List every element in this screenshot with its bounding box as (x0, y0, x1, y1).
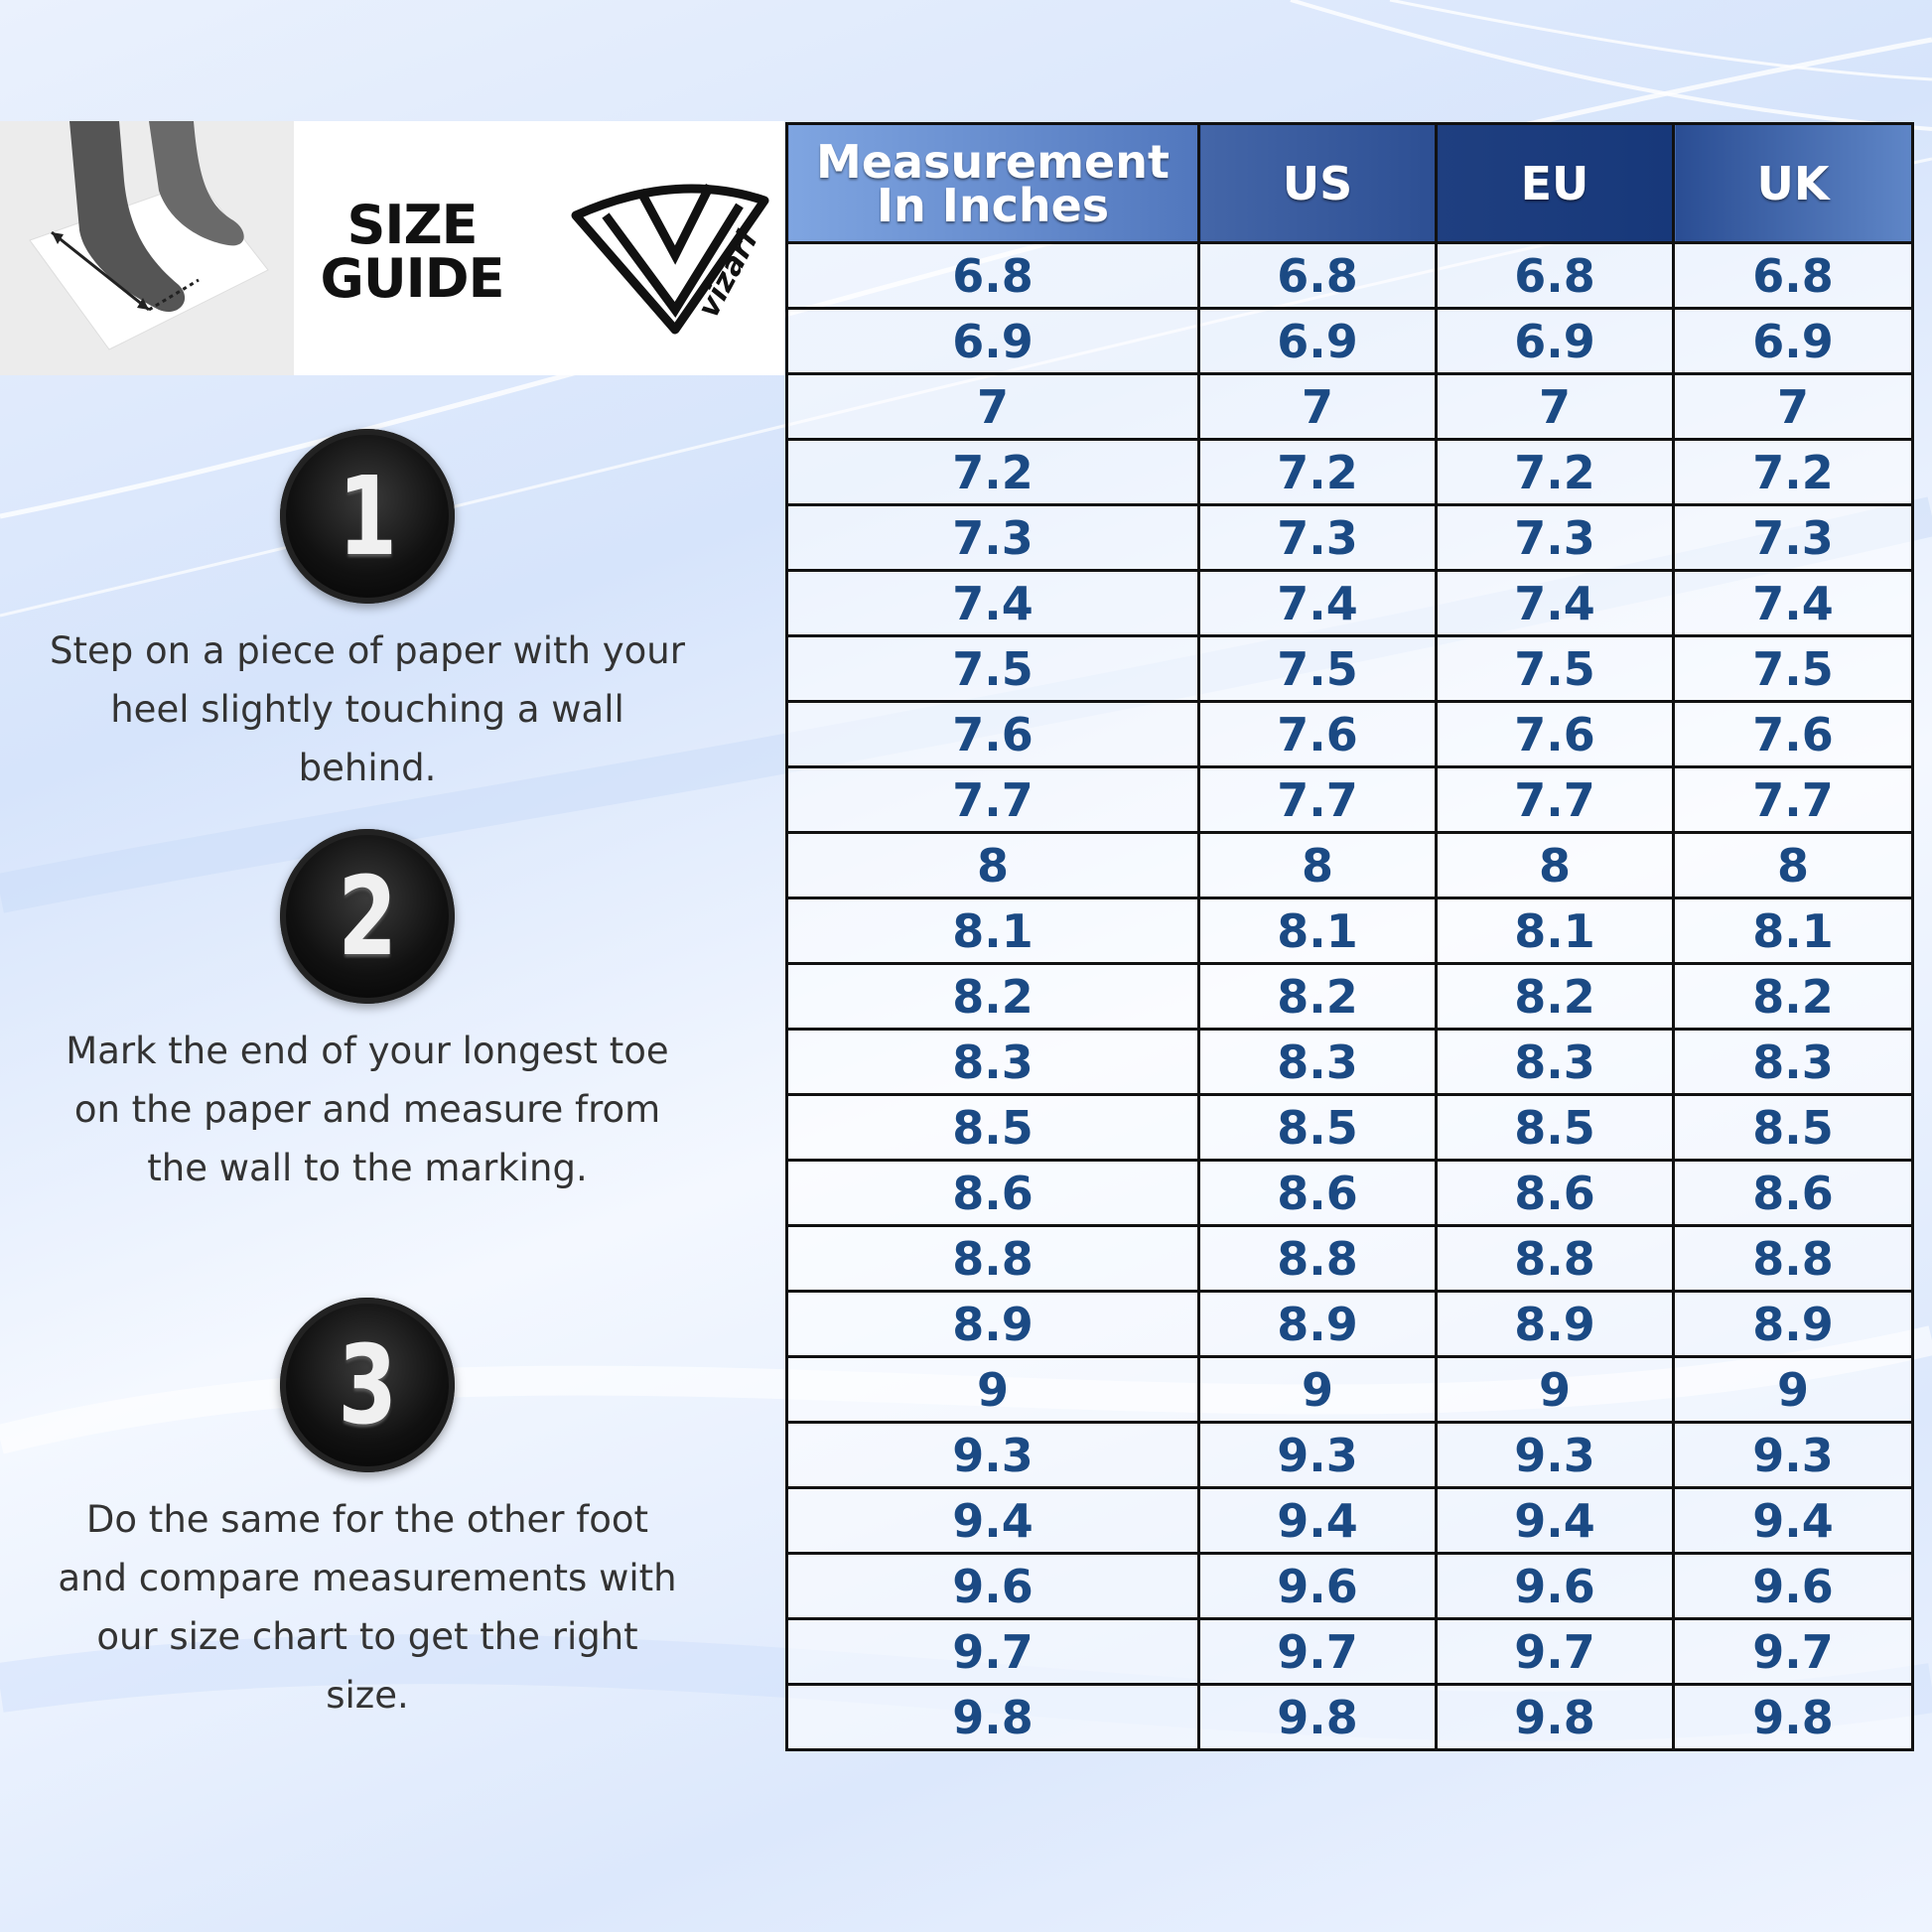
table-row (787, 440, 1913, 505)
cell-eu: 8.3 (1437, 1030, 1674, 1095)
cell-eu: 6.9 (1437, 309, 1674, 374)
table-header-row (787, 124, 1913, 243)
cell-measurement: 7.3 (787, 505, 1199, 571)
cell-uk: 9.8 (1674, 1685, 1913, 1750)
table-row (787, 309, 1913, 374)
cell-eu: 8.2 (1437, 964, 1674, 1030)
cell-us: 6.8 (1199, 243, 1437, 309)
cell-eu: 7.3 (1437, 505, 1674, 571)
cell-eu: 9.8 (1437, 1685, 1674, 1750)
cell-us: 8.6 (1199, 1161, 1437, 1226)
cell-measurement: 6.8 (787, 243, 1199, 309)
cell-us: 8.8 (1199, 1226, 1437, 1292)
table-row (787, 1030, 1913, 1095)
table-row (787, 1161, 1913, 1226)
cell-us: 6.9 (1199, 309, 1437, 374)
cell-measurement: 8.6 (787, 1161, 1199, 1226)
cell-measurement: 9.8 (787, 1685, 1199, 1750)
cell-uk: 8.1 (1674, 898, 1913, 964)
step-3 (40, 1298, 695, 1725)
table-row (787, 1554, 1913, 1619)
step-number-badge (280, 829, 455, 1004)
cell-measurement: 7.2 (787, 440, 1199, 505)
cell-uk: 8.9 (1674, 1292, 1913, 1357)
cell-us: 7.3 (1199, 505, 1437, 571)
cell-us: 9.3 (1199, 1423, 1437, 1488)
cell-uk: 8.2 (1674, 964, 1913, 1030)
table-row (787, 243, 1913, 309)
cell-uk: 8.5 (1674, 1095, 1913, 1161)
cell-us: 8.3 (1199, 1030, 1437, 1095)
table-row (787, 702, 1913, 767)
cell-eu: 7.6 (1437, 702, 1674, 767)
cell-us: 7.6 (1199, 702, 1437, 767)
cell-eu: 8.6 (1437, 1161, 1674, 1226)
header-us: US (1199, 124, 1437, 243)
cell-us: 9 (1199, 1357, 1437, 1423)
cell-uk: 9 (1674, 1357, 1913, 1423)
cell-us: 7.7 (1199, 767, 1437, 833)
cell-eu: 8 (1437, 833, 1674, 898)
cell-measurement: 8.1 (787, 898, 1199, 964)
table-row (787, 898, 1913, 964)
cell-measurement: 9 (787, 1357, 1199, 1423)
table-row (787, 833, 1913, 898)
cell-uk: 8.6 (1674, 1161, 1913, 1226)
cell-measurement: 8.9 (787, 1292, 1199, 1357)
cell-measurement: 8.2 (787, 964, 1199, 1030)
cell-measurement: 8 (787, 833, 1199, 898)
cell-uk: 6.8 (1674, 243, 1913, 309)
brand-wordmark: vizari (691, 225, 765, 324)
cell-uk: 9.4 (1674, 1488, 1913, 1554)
table-row (787, 767, 1913, 833)
table-row (787, 1226, 1913, 1292)
cell-uk: 7.6 (1674, 702, 1913, 767)
cell-eu: 9.4 (1437, 1488, 1674, 1554)
cell-measurement: 7.4 (787, 571, 1199, 636)
cell-us: 8 (1199, 833, 1437, 898)
cell-measurement: 9.3 (787, 1423, 1199, 1488)
cell-eu: 9.3 (1437, 1423, 1674, 1488)
table-row (787, 1423, 1913, 1488)
cell-us: 7.4 (1199, 571, 1437, 636)
cell-eu: 8.9 (1437, 1292, 1674, 1357)
vizari-logo-icon (566, 161, 774, 340)
cell-uk: 8 (1674, 833, 1913, 898)
title-line-2: GUIDE (320, 247, 504, 310)
cell-eu: 7.4 (1437, 571, 1674, 636)
cell-measurement: 9.7 (787, 1619, 1199, 1685)
table-row (787, 1488, 1913, 1554)
table-row (787, 1619, 1913, 1685)
cell-measurement: 7.5 (787, 636, 1199, 702)
cell-uk: 6.9 (1674, 309, 1913, 374)
header-measurement-inches: Measurement In Inches (787, 124, 1199, 243)
table-row (787, 1292, 1913, 1357)
cell-measurement: 7 (787, 374, 1199, 440)
cell-us: 9.7 (1199, 1619, 1437, 1685)
step-number-badge (280, 429, 455, 604)
table-row (787, 1685, 1913, 1750)
cell-uk: 7.5 (1674, 636, 1913, 702)
cell-uk: 7.2 (1674, 440, 1913, 505)
cell-measurement: 7.7 (787, 767, 1199, 833)
cell-us: 7.2 (1199, 440, 1437, 505)
cell-eu: 7 (1437, 374, 1674, 440)
cell-uk: 7.3 (1674, 505, 1913, 571)
cell-us: 7.5 (1199, 636, 1437, 702)
cell-uk: 8.8 (1674, 1226, 1913, 1292)
step-1 (40, 429, 695, 797)
cell-us: 7 (1199, 374, 1437, 440)
step-number: 2 (338, 853, 397, 980)
table-body (787, 243, 1913, 1750)
table-row (787, 374, 1913, 440)
cell-uk: 7.7 (1674, 767, 1913, 833)
cell-measurement: 8.5 (787, 1095, 1199, 1161)
title-line-1: SIZE (346, 194, 478, 256)
cell-measurement: 6.9 (787, 309, 1199, 374)
size-guide-title (298, 194, 526, 310)
step-number: 1 (338, 453, 397, 580)
header-panel (0, 121, 784, 375)
header-eu: EU (1437, 124, 1674, 243)
cell-uk: 9.7 (1674, 1619, 1913, 1685)
cell-measurement: 8.3 (787, 1030, 1199, 1095)
table-row (787, 571, 1913, 636)
cell-measurement: 9.4 (787, 1488, 1199, 1554)
table-row (787, 1357, 1913, 1423)
step-2 (40, 829, 695, 1197)
cell-eu: 9.6 (1437, 1554, 1674, 1619)
table-row (787, 1095, 1913, 1161)
cell-eu: 7.2 (1437, 440, 1674, 505)
cell-us: 9.8 (1199, 1685, 1437, 1750)
cell-measurement: 9.6 (787, 1554, 1199, 1619)
step-instruction: Mark the end of your longest toe on the paper and measure from the wall to the marking. (66, 1030, 669, 1189)
table-row (787, 636, 1913, 702)
cell-us: 8.5 (1199, 1095, 1437, 1161)
foot-measurement-illustration (0, 121, 294, 375)
cell-uk: 9.6 (1674, 1554, 1913, 1619)
cell-eu: 8.1 (1437, 898, 1674, 964)
cell-measurement: 8.8 (787, 1226, 1199, 1292)
table-row (787, 964, 1913, 1030)
cell-eu: 7.5 (1437, 636, 1674, 702)
cell-us: 8.1 (1199, 898, 1437, 964)
cell-us: 9.4 (1199, 1488, 1437, 1554)
cell-eu: 6.8 (1437, 243, 1674, 309)
cell-eu: 9 (1437, 1357, 1674, 1423)
step-instruction: Do the same for the other foot and compare measurements with our size chart to get the right size. (58, 1498, 677, 1717)
cell-eu: 7.7 (1437, 767, 1674, 833)
cell-uk: 7.4 (1674, 571, 1913, 636)
table-row (787, 505, 1913, 571)
cell-uk: 7 (1674, 374, 1913, 440)
step-number-badge (280, 1298, 455, 1472)
cell-measurement: 7.6 (787, 702, 1199, 767)
size-chart-table (785, 122, 1914, 1751)
cell-us: 9.6 (1199, 1554, 1437, 1619)
header-uk: UK (1674, 124, 1913, 243)
cell-eu: 9.7 (1437, 1619, 1674, 1685)
cell-uk: 9.3 (1674, 1423, 1913, 1488)
cell-uk: 8.3 (1674, 1030, 1913, 1095)
cell-eu: 8.8 (1437, 1226, 1674, 1292)
step-number: 3 (338, 1321, 397, 1449)
cell-us: 8.2 (1199, 964, 1437, 1030)
cell-us: 8.9 (1199, 1292, 1437, 1357)
step-instruction: Step on a piece of paper with your heel slightly touching a wall behind. (50, 629, 685, 789)
cell-eu: 8.5 (1437, 1095, 1674, 1161)
